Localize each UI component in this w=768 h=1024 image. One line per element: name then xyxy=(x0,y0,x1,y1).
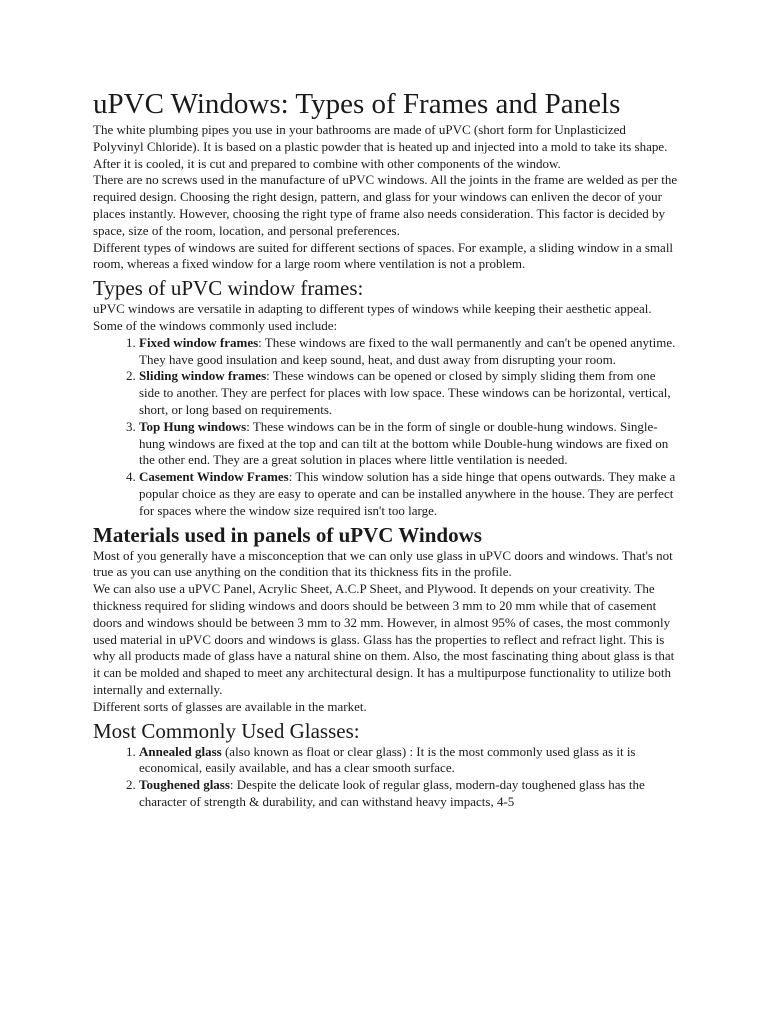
list-item-text: : These windows are fixed to the wall permanently and can't be opened anytime. They have good insulation and keep sound, heat, and dust away from disrupting your room. xyxy=(139,334,676,367)
intro-paragraph-1: The white plumbing pipes you use in your bathrooms are made of uPVC (short form for Unplasticized Polyvinyl Chloride). It is based on a plastic powder that is heated up and injected into a mold to take its shape. After it is cooled, it is cut and prepared to combine with other components of the window. xyxy=(93,122,668,171)
intro-paragraph-3: Different types of windows are suited for different sections of spaces. For example, a sliding window in a small room, whereas a fixed window for a large room where ventilation is not a problem. xyxy=(93,239,674,272)
list-item xyxy=(139,744,679,778)
glasses-heading: Most Commonly Used Glasses: xyxy=(93,718,360,743)
list-item-text: : This window solution has a side hinge that opens outwards. They make a popular choice as they are easy to operate and can be installed anywhere in the house. They are perfect for spaces where the window size required isn't too large. xyxy=(139,469,676,518)
frames-intro: uPVC windows are versatile in adapting to different types of windows while keeping their aesthetic appeal. Some of the windows commonly used include: xyxy=(93,301,652,333)
list-item-text: : Despite the delicate look of regular glass, modern-day toughened glass has the character of strength & durability, and can withstand heavy impacts, 4-5 xyxy=(139,777,645,809)
list-item xyxy=(139,368,679,418)
materials-paragraph-2: We can also use a uPVC Panel, Acrylic Sheet, A.C.P Sheet, and Plywood. It depends on your creativity. The thickness required for sliding windows and doors should be between 3 mm to 20 mm while that of casement doors and windows should be between 3 mm to 32 mm. However, in almost 95% of cases, the most commonly used material in uPVC doors and windows is glass. Glass has the properties to reflect and refract light. This is why all products made of glass have a natural shine on them. Also, the most fascinating thing about glass is that it can be molded and shaped to meet any architectural design. It has a multipurpose functionality to utilize both internally and externally. xyxy=(93,581,675,697)
list-item-text: : These windows can be opened or closed by simply sliding them from one side to another. They are perfect for places with low space. These windows can be horizontal, vertical, short, or long based on requirements. xyxy=(139,368,671,417)
intro-paragraph-2: There are no screws used in the manufacture of uPVC windows. All the joints in the frame are welded as per the required design. Choosing the right design, pattern, and glass for your windows can enliven the decor of your places instantly. However, choosing the right type of frame also needs consideration. This factor is decided by space, size of the room, location, and personal preferences. xyxy=(93,172,678,238)
list-item xyxy=(139,335,679,369)
page-title: uPVC Windows: Types of Frames and Panels xyxy=(93,88,621,120)
materials-paragraph-3: Different sorts of glasses are available in the market. xyxy=(93,698,367,714)
glasses-list xyxy=(93,744,679,811)
frames-heading: Types of uPVC window frames: xyxy=(93,276,364,301)
list-item-text: : These windows can be in the form of single or double-hung windows. Single-hung windows are fixed at the top and can tilt at the bottom while Double-hung windows are fixed on the other end. They are a great solution in places where little ventilation is needed. xyxy=(139,418,669,468)
document-page xyxy=(93,86,679,1024)
list-item-term: Annealed glass xyxy=(139,743,222,759)
list-item-term: Fixed window frames xyxy=(139,334,259,350)
frames-list xyxy=(93,335,679,520)
list-item xyxy=(139,777,679,811)
list-item-term: Sliding window frames xyxy=(139,368,267,384)
list-item xyxy=(139,469,679,519)
list-item-term: Top Hung windows xyxy=(139,418,247,434)
list-item-text: (also known as float or clear glass) : It is the most commonly used glass as it is economical, easily available, and has a clear smooth surface. xyxy=(139,743,636,776)
list-item-term: Toughened glass xyxy=(139,777,230,793)
list-item-term: Casement Window Frames xyxy=(139,469,289,485)
materials-paragraph-1: Most of you generally have a misconception that we can only use glass in uPVC doors and windows. That's not true as you can use anything on the condition that its thickness fits in the profile. xyxy=(93,547,673,580)
materials-heading: Materials used in panels of uPVC Windows xyxy=(93,522,482,547)
list-item xyxy=(139,419,679,469)
